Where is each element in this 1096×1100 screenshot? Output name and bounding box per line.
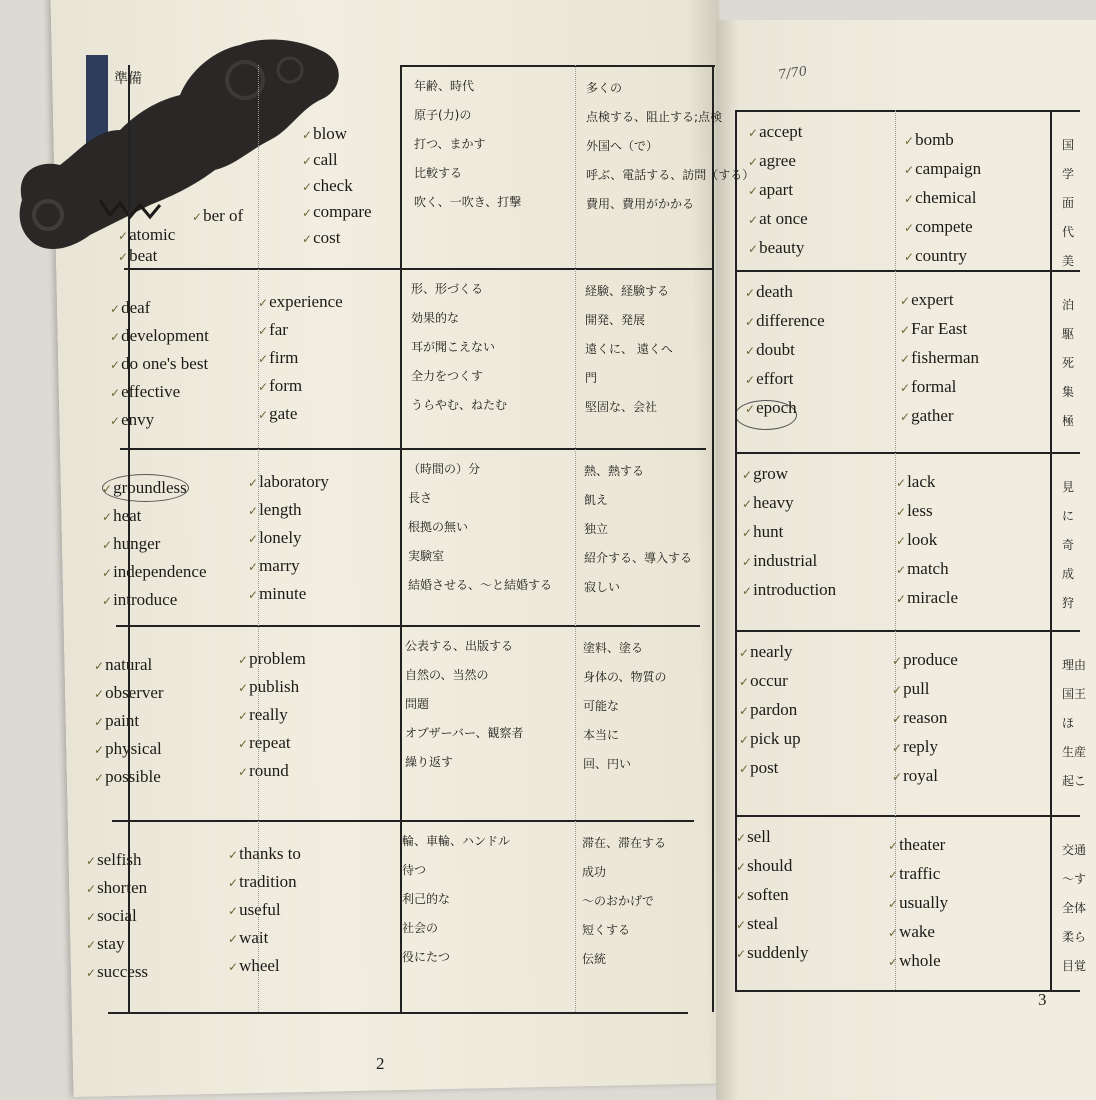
word-entry[interactable]: ✓ really — [238, 705, 288, 726]
japanese-meaning: 熱、熱する — [584, 464, 645, 478]
word-entry[interactable]: ✓ stay — [86, 934, 124, 955]
word-entry[interactable]: ✓ grow — [742, 464, 788, 485]
row-divider — [112, 820, 694, 822]
japanese-meaning: 成功 — [582, 865, 607, 879]
word-entry[interactable]: ✓ firm — [258, 348, 298, 369]
word-entry[interactable]: ✓ gate — [258, 404, 297, 425]
japanese-meaning: 滞在、滞在する — [582, 836, 667, 850]
japanese-meaning: 伝統 — [582, 952, 607, 966]
word-entry[interactable]: ✓ produce — [892, 650, 958, 671]
japanese-meaning: 社会の — [402, 921, 439, 935]
word-entry[interactable]: ✓ experience — [258, 292, 343, 313]
word-entry[interactable]: ✓ doubt — [745, 340, 795, 361]
japanese-meaning-cropped: 柔ら — [1062, 930, 1087, 944]
japanese-meaning: 可能な — [583, 699, 620, 713]
japanese-meaning: 公表する、出版する — [405, 639, 514, 653]
word-entry[interactable]: ✓ minute — [248, 584, 306, 605]
japanese-meaning: 本当に — [583, 728, 620, 742]
word-entry[interactable]: ✓ sell — [736, 827, 771, 848]
word-entry[interactable]: ✓ independence — [102, 562, 207, 583]
japanese-meaning: 根拠の無い — [408, 520, 469, 534]
japanese-meaning: 門 — [585, 371, 598, 385]
japanese-meaning: 比較する — [414, 166, 463, 180]
word-entry[interactable]: ✓ gather — [900, 406, 954, 427]
word-entry[interactable]: ✓ round — [238, 761, 289, 782]
word-entry[interactable]: ✓ at once — [748, 209, 808, 230]
japanese-meaning: 外国へ（で） — [586, 139, 659, 153]
word-entry[interactable]: ✓ wheel — [228, 956, 280, 977]
dotted-divider — [575, 65, 576, 1012]
word-entry[interactable]: ✓ beat — [118, 246, 157, 267]
row-divider — [400, 65, 715, 67]
word-entry[interactable]: ✓ introduce — [102, 590, 177, 611]
word-entry[interactable]: ✓ cost — [302, 228, 340, 249]
word-entry[interactable]: ✓ success — [86, 962, 148, 983]
word-entry[interactable]: ✓ miracle — [896, 588, 958, 609]
word-entry[interactable]: ✓ less — [896, 501, 933, 522]
word-entry[interactable]: ✓ pick up — [739, 729, 801, 750]
row-divider — [120, 448, 706, 450]
japanese-meaning-cropped: に — [1062, 509, 1075, 523]
word-entry[interactable]: ✓ compare — [302, 202, 372, 223]
japanese-meaning: 実験室 — [408, 549, 445, 563]
word-entry[interactable]: ✓ selfish — [86, 850, 141, 871]
japanese-meaning-cropped: 〜す — [1062, 872, 1087, 886]
row-divider — [735, 110, 1080, 112]
japanese-meaning: 経験、経験する — [585, 284, 670, 298]
word-entry[interactable]: ✓ introduction — [742, 580, 836, 601]
japanese-meaning-cropped: 極 — [1062, 414, 1075, 428]
japanese-meaning-cropped: 面 — [1062, 196, 1075, 210]
word-entry[interactable]: ✓ far — [258, 320, 288, 341]
japanese-meaning-cropped: 見 — [1062, 480, 1075, 494]
word-entry[interactable]: ✓ lack — [896, 472, 935, 493]
japanese-meaning: 〜のおかげで — [582, 894, 655, 908]
word-entry[interactable]: ✓ physical — [94, 739, 162, 760]
japanese-meaning-cropped: 死 — [1062, 356, 1075, 370]
word-entry[interactable]: ✓ bomb — [904, 130, 954, 151]
word-entry[interactable]: ✓ formal — [900, 377, 956, 398]
japanese-meaning: 短くする — [582, 923, 631, 937]
japanese-meaning: 紹介する、導入する — [584, 551, 693, 565]
word-entry[interactable]: ✓ envy — [110, 410, 154, 431]
japanese-meaning-cropped: 理由 — [1062, 658, 1087, 672]
word-entry[interactable]: ✓ effective — [110, 382, 180, 403]
row-divider — [124, 268, 712, 270]
word-entry[interactable]: ✓ publish — [238, 677, 299, 698]
japanese-meaning: 問題 — [405, 697, 430, 711]
japanese-meaning: うらやむ、ねたむ — [411, 398, 508, 412]
word-entry[interactable]: ✓ pardon — [739, 700, 797, 721]
word-entry[interactable]: ✓ Far East — [900, 319, 967, 340]
word-entry[interactable]: ✓ check — [302, 176, 353, 197]
word-entry[interactable]: ✓ repeat — [238, 733, 291, 754]
word-entry[interactable]: ✓ beauty — [748, 238, 804, 259]
japanese-meaning: 長さ — [408, 491, 433, 505]
japanese-meaning-cropped: 駆 — [1062, 327, 1075, 341]
japanese-meaning-cropped: 集 — [1062, 385, 1075, 399]
word-entry[interactable]: ✓ reply — [892, 737, 938, 758]
japanese-meaning-cropped: ほ — [1062, 716, 1075, 730]
handwritten-score: 7/70 — [777, 64, 809, 83]
word-entry[interactable]: ✓ apart — [748, 180, 793, 201]
word-entry[interactable]: ✓ effort — [745, 369, 794, 390]
word-entry[interactable]: ✓ call — [302, 150, 338, 171]
word-entry[interactable]: ✓ expert — [900, 290, 954, 311]
japanese-meaning-cropped: 起こ — [1062, 774, 1087, 788]
word-entry[interactable]: ✓ should — [736, 856, 792, 877]
japanese-meaning: 塗料、塗る — [583, 641, 644, 655]
japanese-meaning: オブザーバー、観察者 — [405, 726, 524, 740]
row-divider — [735, 990, 1080, 992]
word-entry[interactable]: ✓ ber of — [192, 206, 243, 227]
section-header: 準備 — [114, 71, 142, 87]
japanese-meaning-cropped: 生産 — [1062, 745, 1087, 759]
japanese-meaning: 自然の、当然の — [405, 668, 489, 682]
row-divider — [116, 625, 700, 627]
word-entry[interactable]: ✓ hunt — [742, 522, 783, 543]
word-entry[interactable]: ✓ laboratory — [248, 472, 329, 493]
word-entry[interactable]: ✓ tradition — [228, 872, 297, 893]
japanese-meaning-cropped: 目覚 — [1062, 959, 1087, 973]
japanese-meaning: 役にたつ — [402, 950, 451, 964]
japanese-meaning: 利己的な — [402, 892, 451, 906]
word-entry[interactable]: ✓ accept — [748, 122, 802, 143]
word-entry[interactable]: ✓ theater — [888, 835, 945, 856]
word-entry[interactable]: ✓ deaf — [110, 298, 150, 319]
japanese-meaning: 打つ、まかす — [414, 137, 486, 151]
word-entry[interactable]: ✓ social — [86, 906, 137, 927]
japanese-meaning: 原子(力)の — [414, 108, 472, 122]
word-entry[interactable]: ✓ industrial — [742, 551, 817, 572]
japanese-meaning: 全力をつくす — [411, 369, 484, 383]
japanese-meaning: 耳が聞こえない — [411, 340, 496, 354]
word-entry[interactable]: ✓ wake — [888, 922, 935, 943]
row-divider — [108, 1012, 688, 1014]
japanese-meaning-cropped: 奇 — [1062, 538, 1075, 552]
column-divider — [1050, 110, 1052, 990]
word-entry[interactable]: ✓ death — [745, 282, 793, 303]
japanese-meaning-cropped: 学 — [1062, 167, 1075, 181]
word-entry[interactable]: ✓ compete — [904, 217, 973, 238]
word-entry[interactable]: ✓ chemical — [904, 188, 976, 209]
word-entry[interactable]: ✓ reason — [892, 708, 947, 729]
word-entry[interactable]: ✓ hunger — [102, 534, 160, 555]
word-entry[interactable]: ✓ groundless — [102, 478, 187, 499]
word-entry[interactable]: ✓ natural — [94, 655, 152, 676]
japanese-meaning-cropped: 美 — [1062, 254, 1075, 268]
japanese-meaning: 堅固な、会社 — [585, 400, 658, 414]
japanese-meaning-cropped: 交通 — [1062, 843, 1087, 857]
word-entry[interactable]: ✓ heat — [102, 506, 141, 527]
japanese-meaning: 吹く、一吹き、打撃 — [414, 195, 522, 209]
word-entry[interactable]: ✓ nearly — [739, 642, 793, 663]
word-entry[interactable]: ✓ blow — [302, 124, 347, 145]
word-entry[interactable]: ✓ country — [904, 246, 967, 267]
word-entry[interactable]: ✓ form — [258, 376, 302, 397]
japanese-meaning: （時間の）分 — [408, 462, 481, 476]
word-entry[interactable]: ✓ agree — [748, 151, 796, 172]
japanese-meaning: 開発、発展 — [585, 313, 646, 327]
word-entry[interactable]: ✓ royal — [892, 766, 938, 787]
word-entry[interactable]: ✓ atomic — [118, 225, 175, 246]
japanese-meaning-cropped: 泊 — [1062, 298, 1075, 312]
japanese-meaning-cropped: 国王 — [1062, 687, 1087, 701]
japanese-meaning: 多くの — [586, 81, 623, 95]
japanese-meaning-cropped: 全体 — [1062, 901, 1087, 915]
word-entry[interactable]: ✓ possible — [94, 767, 161, 788]
word-entry[interactable]: ✓ steal — [736, 914, 778, 935]
row-divider — [735, 815, 1080, 817]
page-number-right: 3 — [1038, 990, 1047, 1009]
japanese-meaning: 遠くに、 遠くへ — [585, 342, 673, 356]
word-entry[interactable]: ✓ look — [896, 530, 937, 551]
word-entry[interactable]: ✓ useful — [228, 900, 281, 921]
page-number-left: 2 — [376, 1054, 385, 1073]
word-entry[interactable]: ✓ thanks to — [228, 844, 301, 865]
word-entry[interactable]: ✓ wait — [228, 928, 268, 949]
word-entry[interactable]: ✓ length — [248, 500, 302, 521]
japanese-meaning: 効果的な — [411, 311, 460, 325]
word-entry[interactable]: ✓ do one's best — [110, 354, 208, 375]
row-divider — [735, 270, 1080, 272]
japanese-meaning: 形、形づくる — [411, 282, 484, 296]
japanese-meaning-cropped: 成 — [1062, 567, 1075, 581]
japanese-meaning: 回、円い — [583, 757, 632, 771]
word-entry[interactable]: ✓ usually — [888, 893, 948, 914]
japanese-meaning: 結婚させる、〜と結婚する — [408, 578, 553, 592]
word-entry[interactable]: ✓ problem — [238, 649, 306, 670]
word-entry[interactable]: ✓ soften — [736, 885, 789, 906]
japanese-meaning: 年齢、時代 — [414, 79, 475, 93]
japanese-meaning-cropped: 狩 — [1062, 596, 1075, 610]
japanese-meaning: 点検する、阻止する;点検 — [586, 110, 723, 124]
word-entry[interactable]: ✓ development — [110, 326, 209, 347]
japanese-meaning: 呼ぶ、電話する、訪問（する） — [586, 168, 755, 182]
word-entry[interactable]: ✓ whole — [888, 951, 941, 972]
word-entry[interactable]: ✓ post — [739, 758, 778, 779]
japanese-meaning: 待つ — [402, 863, 427, 877]
word-entry[interactable]: ✓ epoch — [745, 398, 797, 419]
word-entry[interactable]: ✓ suddenly — [736, 943, 808, 964]
word-entry[interactable]: ✓ traffic — [888, 864, 940, 885]
japanese-meaning: 飢え — [584, 493, 609, 507]
japanese-meaning: 寂しい — [584, 580, 621, 594]
word-entry[interactable]: ✓ occur — [739, 671, 788, 692]
word-entry[interactable]: ✓ campaign — [904, 159, 981, 180]
row-divider — [735, 452, 1080, 454]
word-entry[interactable]: ✓ observer — [94, 683, 164, 704]
japanese-meaning: 身体の、物質の — [583, 670, 667, 684]
japanese-meaning: 繰り返す — [405, 755, 454, 769]
word-entry[interactable]: ✓ match — [896, 559, 949, 580]
word-entry[interactable]: ✓ lonely — [248, 528, 302, 549]
japanese-meaning: 輪、車輪、ハンドル — [402, 834, 511, 848]
row-divider — [735, 630, 1080, 632]
japanese-meaning-cropped: 代 — [1062, 225, 1075, 239]
word-entry[interactable]: ✓ shorten — [86, 878, 147, 899]
word-entry[interactable]: ✓ paint — [94, 711, 139, 732]
japanese-meaning: 独立 — [584, 522, 609, 536]
word-entry[interactable]: ✓ fisherman — [900, 348, 979, 369]
japanese-meaning-cropped: 国 — [1062, 138, 1075, 152]
japanese-meaning: 費用、費用がかかる — [586, 197, 695, 211]
word-entry[interactable]: ✓ pull — [892, 679, 930, 700]
word-entry[interactable]: ✓ marry — [248, 556, 300, 577]
word-entry[interactable]: ✓ difference — [745, 311, 825, 332]
word-entry[interactable]: ✓ heavy — [742, 493, 794, 514]
column-divider — [712, 65, 714, 1012]
